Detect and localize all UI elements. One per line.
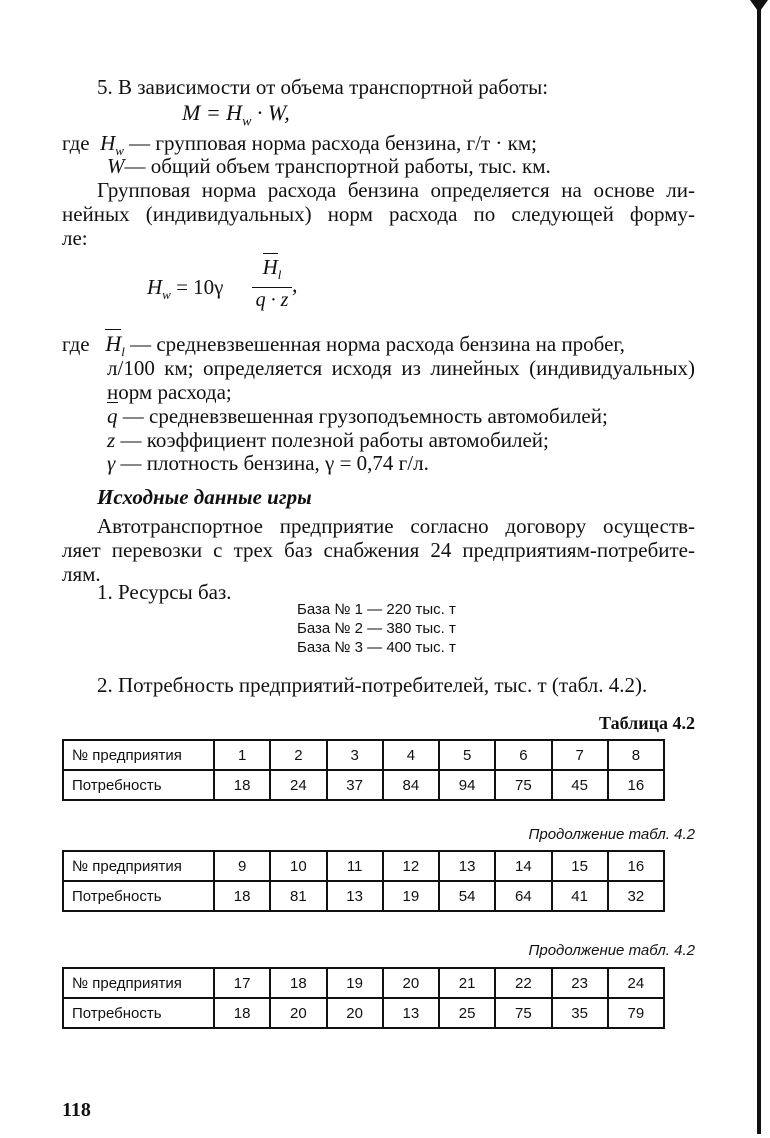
table-caption: Таблица 4.2 [599,713,695,733]
demand-title: 2. Потребность предприятий-потребителей, тыс. т (табл. 4.2). [97,673,648,697]
table-cell: 41 [552,881,608,911]
table-cell: 64 [495,881,551,911]
page-number: 118 [62,1099,91,1121]
demand-table-1 [62,739,665,801]
table-cell: 14 [495,851,551,881]
para-line-2: нейных (индивидуальных) норм расхода по следующей форму- [62,202,695,226]
def-q [107,404,608,429]
def-z [107,428,549,453]
def-gamma [107,451,429,476]
table-cell: 75 [495,998,551,1028]
table-row [63,998,664,1028]
formula-hw-lhs-sub: w [162,287,171,303]
def-hw-sub: w [115,143,124,159]
def-hl-line-3: норм расхода; [107,380,232,404]
table-row [63,851,664,881]
table-cell: 2 [270,740,326,770]
table-cell: 22 [495,968,551,998]
scan-edge [757,4,761,1134]
table-cell: 18 [214,770,270,800]
def-z-text: — коэффициент полезной работы автомобилей; [115,428,549,452]
row-header-demand: Потребность [63,881,214,911]
formula-m [182,100,290,134]
def-gamma-text: — плотность бензина, γ = 0,74 г/л. [115,451,429,475]
table-cell: 17 [214,968,270,998]
table-cell: 23 [552,968,608,998]
table-row [63,968,664,998]
table-cell: 4 [383,740,439,770]
para-line-1: Групповая норма расхода бензина определяется на основе ли- [97,178,695,202]
table-cell: 3 [327,740,383,770]
formula-hw-denominator: q · z [255,289,289,312]
continuation-label: Продолжение табл. 4.2 [528,826,695,843]
table-cell: 24 [608,968,664,998]
table-cell: 7 [552,740,608,770]
table-cell: 18 [214,998,270,1028]
formula-hw-num-symbol: H [262,255,278,279]
table-cell: 25 [439,998,495,1028]
table-cell: 20 [327,998,383,1028]
formula-hw-numerator [252,255,292,287]
formula-m-sub: w [242,114,252,130]
base-item: База № 2 — 380 тыс. т [297,620,456,637]
table-cell: 20 [270,998,326,1028]
table-cell: 13 [439,851,495,881]
def-gamma-symbol: γ [107,451,116,475]
def-z-symbol: z [107,428,116,452]
where-label-2: где [62,332,90,356]
def-hw-text: — групповая норма расхода бензина, г/т · км; [123,131,537,155]
table-cell: 18 [270,968,326,998]
resources-title: 1. Ресурсы баз. [97,580,232,604]
table-cell: 8 [608,740,664,770]
table-cell: 11 [327,851,383,881]
table-cell: 18 [214,881,270,911]
row-header-number: № предприятия [63,851,214,881]
table-row [63,881,664,911]
table-cell: 81 [270,881,326,911]
def-hl-line-2: л/100 км; определяется исходя из линейных (индивидуальных) [107,356,695,380]
game-para-line-1: Автотранспортное предприятие согласно договору осуществ- [97,514,695,538]
def-w-text: — общий объем транспортной работы, тыс. км. [124,154,551,178]
table-cell: 6 [495,740,551,770]
demand-table-2 [62,850,665,912]
table-cell: 75 [495,770,551,800]
table-cell: 19 [383,881,439,911]
def-q-symbol: q [107,404,118,428]
table-row [63,740,664,770]
table-cell: 21 [439,968,495,998]
def-hl-text: — средневзвешенная норма расхода бензина на пробег, [124,332,625,356]
table-cell: 19 [327,968,383,998]
game-para-line-2: ляет перевозки с трех баз снабжения 24 предприятиям-потребите- [62,538,695,562]
row-header-number: № предприятия [63,740,214,770]
bases-list [297,600,456,657]
table-cell: 94 [439,770,495,800]
def-hw-symbol: H [100,131,116,155]
para-line-3: ле: [62,226,88,250]
table-cell: 16 [608,851,664,881]
formula-hw-lhs: H [147,275,163,299]
table-cell: 16 [608,770,664,800]
def-w [107,154,551,179]
def-w-symbol: W [107,154,125,178]
formula-hw-fraction [252,255,292,312]
row-header-demand: Потребность [63,770,214,800]
table-cell: 24 [270,770,326,800]
formula-hw-comma: , [292,272,298,297]
game-para-line-3: лям. [62,562,101,586]
table-row [63,770,664,800]
row-header-number: № предприятия [63,968,214,998]
base-item: База № 1 — 220 тыс. т [297,601,456,618]
row-header-demand: Потребность [63,998,214,1028]
def-q-text: — средневзвешенная грузоподъемность автомобилей; [117,404,608,428]
table-cell: 9 [214,851,270,881]
base-item: База № 3 — 400 тыс. т [297,639,456,656]
formula-hw-num-sub: l [277,267,282,283]
where-label: где [62,131,90,155]
table-cell: 1 [214,740,270,770]
table-cell: 45 [552,770,608,800]
formula-m-tail: · W, [251,100,290,125]
table-cell: 13 [383,998,439,1028]
formula-hw-eq: = 10γ [170,275,224,299]
formula-m-lhs: M = H [182,100,243,125]
table-cell: 10 [270,851,326,881]
table-cell: 79 [608,998,664,1028]
def-hl-sub: l [121,344,125,360]
table-cell: 15 [552,851,608,881]
demand-table-3 [62,967,665,1029]
table-cell: 54 [439,881,495,911]
table-cell: 32 [608,881,664,911]
game-heading: Исходные данные игры [97,485,312,509]
section5-intro: 5. В зависимости от объема транспортной работы: [97,75,549,99]
table-cell: 20 [383,968,439,998]
formula-hw [147,275,223,307]
table-cell: 13 [327,881,383,911]
table-cell: 84 [383,770,439,800]
table-cell: 37 [327,770,383,800]
def-hl-symbol: H [105,331,122,356]
scan-edge-marker [750,0,768,10]
table-cell: 12 [383,851,439,881]
continuation-label: Продолжение табл. 4.2 [528,942,695,959]
table-cell: 5 [439,740,495,770]
table-cell: 35 [552,998,608,1028]
